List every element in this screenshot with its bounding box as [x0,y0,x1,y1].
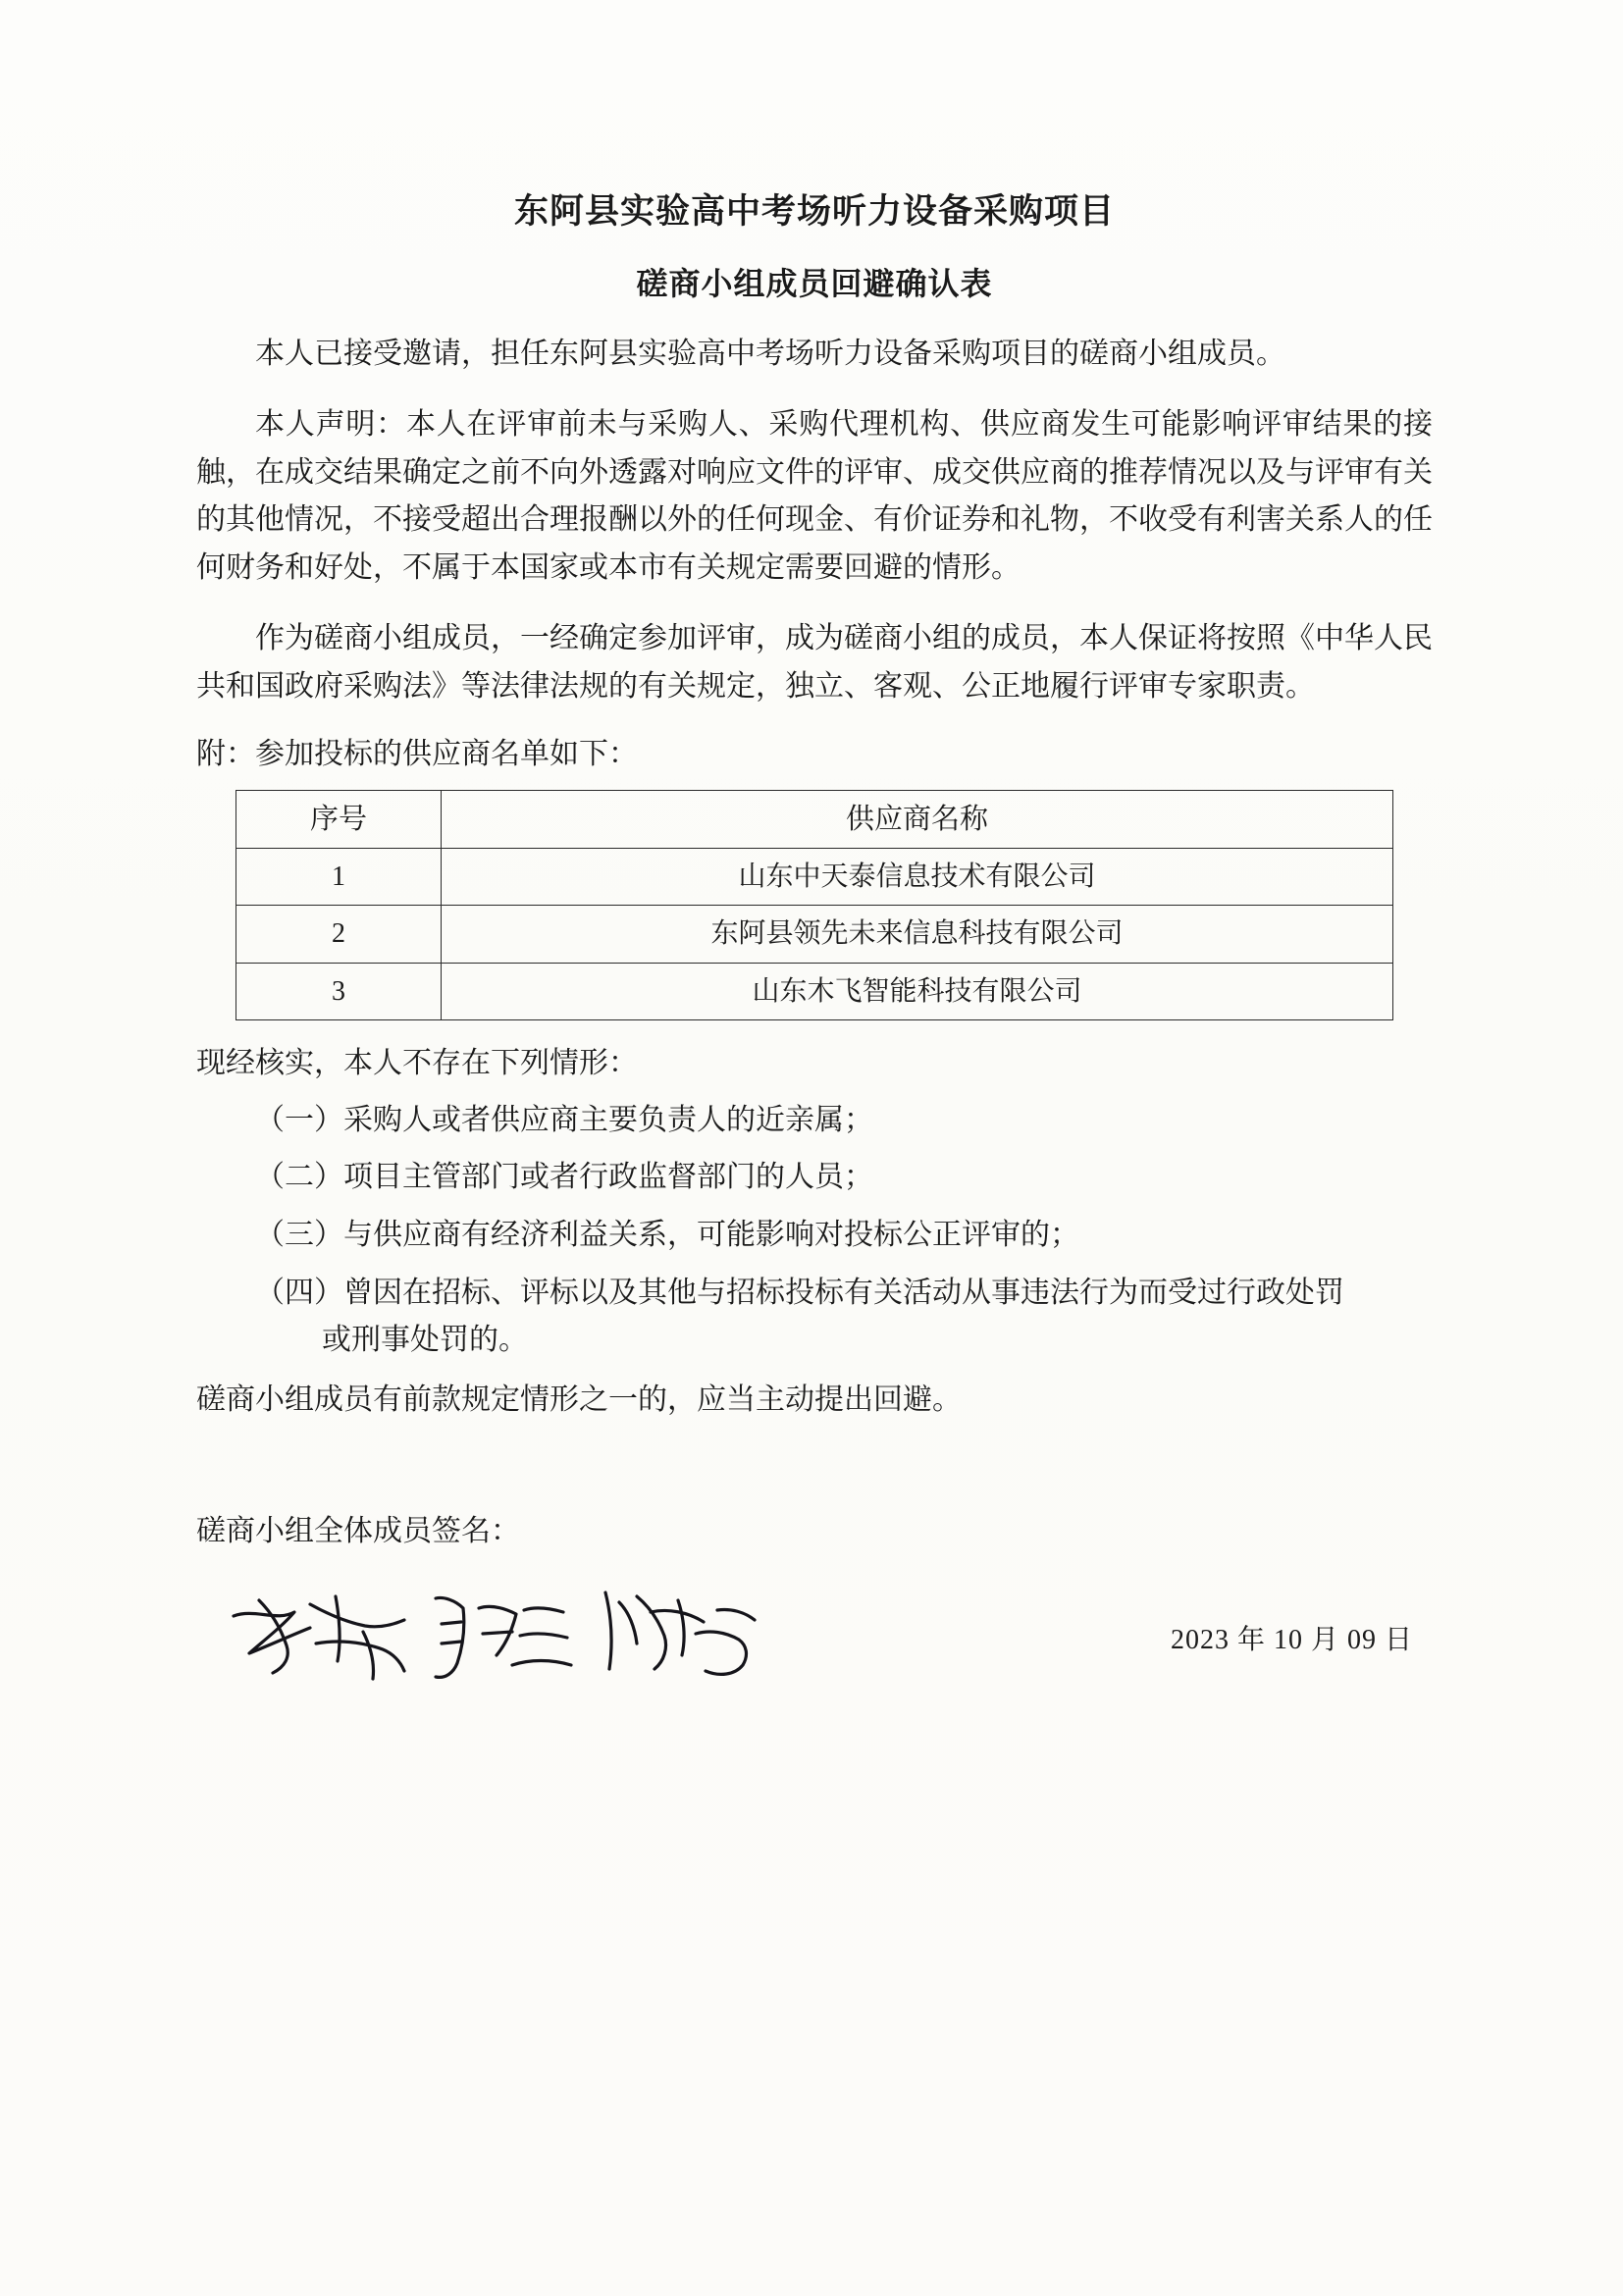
table-cell-no: 2 [236,906,442,963]
signature-member-3 [594,1583,760,1691]
condition-item-3: （三）与供应商有经济利益关系，可能影响对投标公正评审的； [255,1219,1079,1251]
table-cell-supplier: 东阿县领先未来信息科技有限公司 [442,906,1393,963]
signature-row [196,1565,1433,1712]
signature-label: 磋商小组全体成员签名： [196,1515,520,1548]
page-subtitle: 磋商小组成员回避确认表 [636,265,993,301]
condition-item-4 [196,1270,1433,1365]
table-row [236,963,1393,1019]
table-header-no: 序号 [236,790,442,849]
condition-item-2: （二）项目主管部门或者行政监督部门的人员； [255,1161,873,1194]
table-header-row [236,790,1393,849]
table-cell-no: 1 [236,849,442,906]
table-cell-no: 3 [236,963,442,1019]
page-title: 东阿县实验高中考场听力设备采购项目 [513,192,1115,231]
document-body [196,186,1433,1712]
paragraph-invitation: 本人已接受邀请，担任东阿县实验高中考场听力设备采购项目的磋商小组成员。 [255,337,1285,370]
table-header-supplier: 供应商名称 [442,790,1393,849]
condition-item-4-line1: （四）曾因在招标、评标以及其他与招标投标有关活动从事违法行为而受过行政处罚 [255,1276,1344,1309]
signature-member-2 [422,1583,579,1691]
signature-member-1 [226,1583,412,1691]
table-row [236,906,1393,963]
attachment-label: 附：参加投标的供应商名单如下： [196,737,638,770]
condition-item-4-line2: 或刑事处罚的。 [322,1324,528,1357]
condition-item-1: （一）采购人或者供应商主要负责人的近亲属； [255,1103,873,1136]
closing-statement: 磋商小组成员有前款规定情形之一的，应当主动提出回避。 [196,1383,962,1416]
verification-intro: 现经核实，本人不存在下列情形： [196,1046,638,1079]
suppliers-table [236,790,1393,1020]
table-row [236,849,1393,906]
signature-date: 2023 年 10 月 09 日 [1170,1625,1413,1656]
table-cell-supplier: 山东中天泰信息技术有限公司 [442,849,1393,906]
table-cell-supplier: 山东木飞智能科技有限公司 [442,963,1393,1019]
paragraph-commitment: 作为磋商小组成员，一经确定参加评审，成为磋商小组的成员，本人保证将按照《中华人民共和国政府采购法》等法律法规的有关规定，独立、客观、公正地履行评审专家职责。 [196,622,1433,704]
paragraph-declaration: 本人声明：本人在评审前未与采购人、采购代理机构、供应商发生可能影响评审结果的接触，在成交结果确定之前不向外透露对响应文件的评审、成交供应商的推荐情况以及与评审有关的其他情况，不接受超出合理报酬以外的任何现金、有价证券和礼物，不收受有利害关系人的任何财务和好处，不属于本国家或本市有关规定需要回避的情形。 [196,408,1433,584]
